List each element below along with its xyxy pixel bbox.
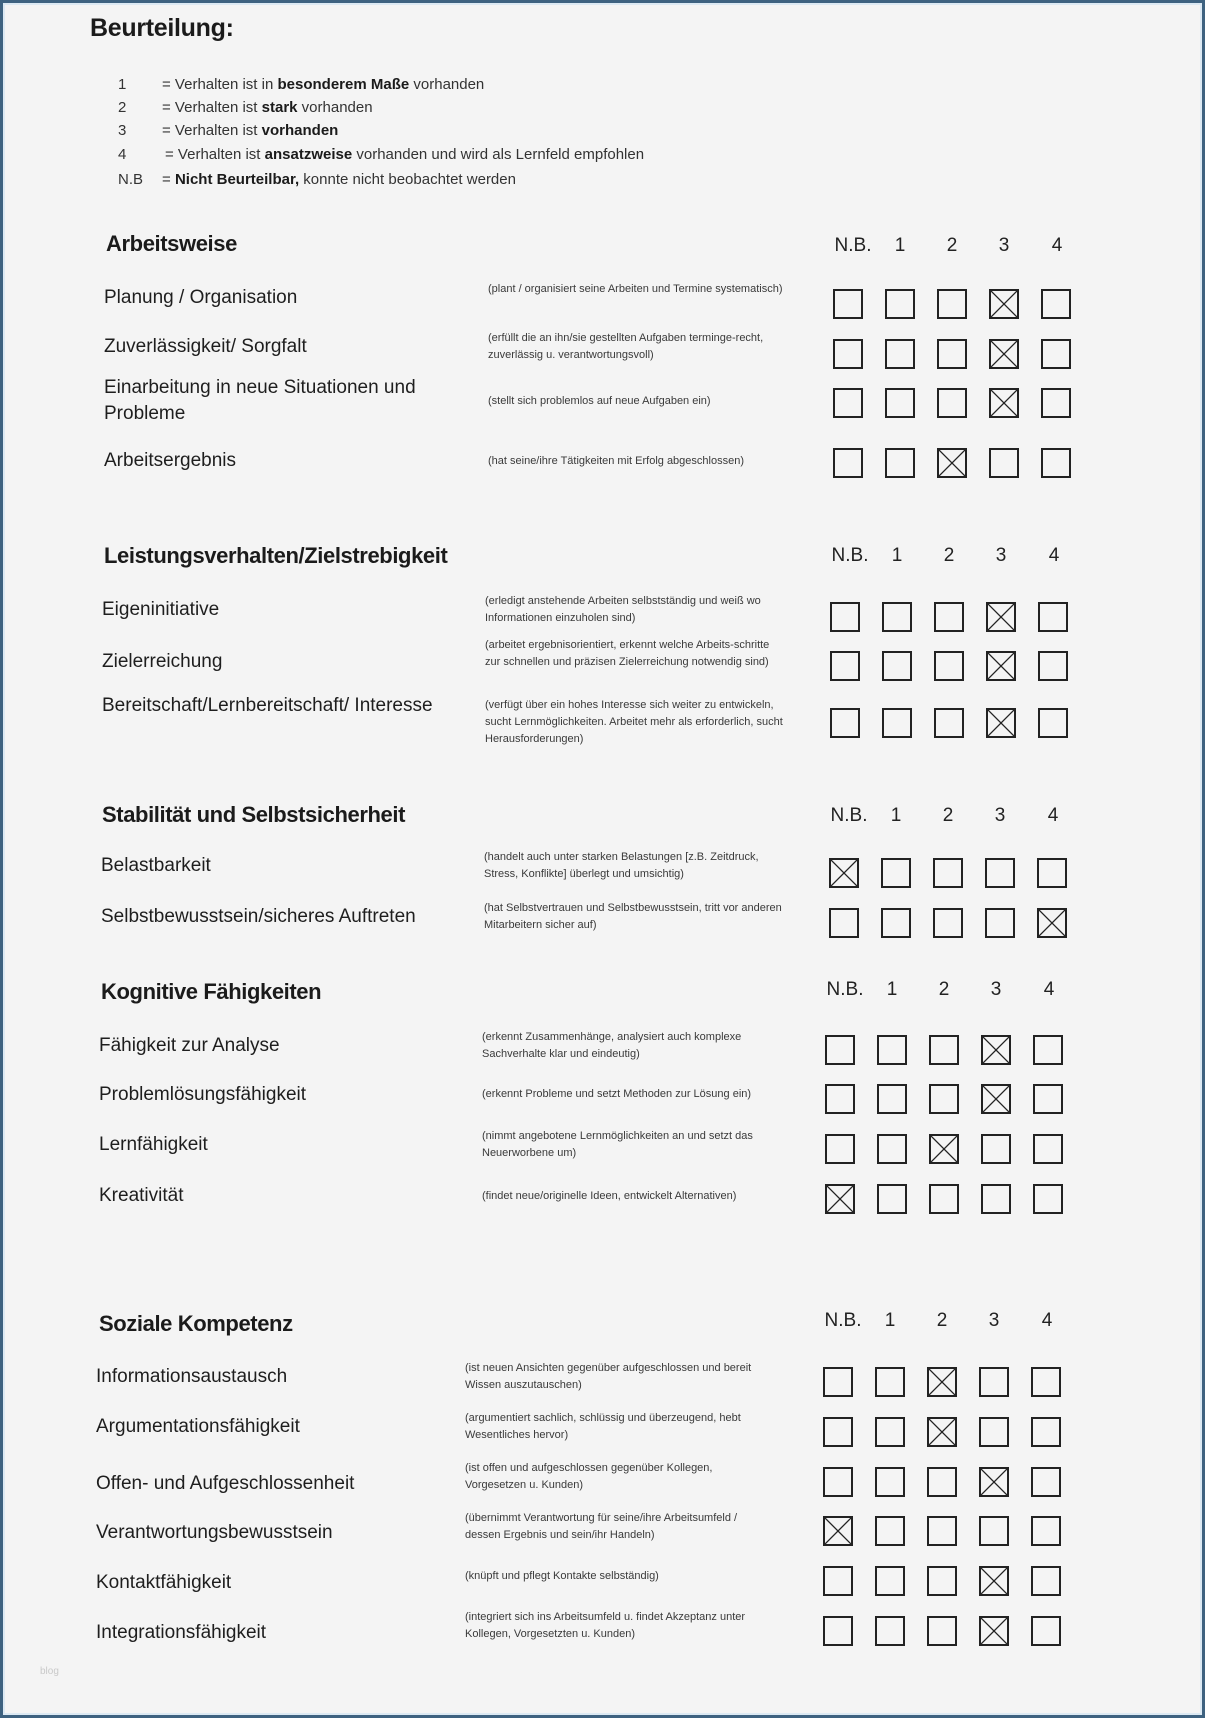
rating-checkbox-2[interactable] xyxy=(929,1035,959,1065)
rating-checkbox-4[interactable] xyxy=(1041,388,1071,418)
criterion-description: (findet neue/originelle Ideen, entwickelt Alternativen) xyxy=(482,1190,737,1202)
rating-checkbox-4[interactable] xyxy=(1031,1417,1061,1447)
rating-checkbox-3[interactable] xyxy=(979,1516,1009,1546)
criterion-label: Bereitschaft/Lernbereitschaft/ Interesse xyxy=(102,695,433,716)
rating-checkbox-3[interactable] xyxy=(979,1616,1009,1646)
column-header-1: 1 xyxy=(886,979,898,1000)
rating-checkbox-1[interactable] xyxy=(882,651,912,681)
rating-checkbox-3[interactable] xyxy=(989,289,1019,319)
cross-mark-icon xyxy=(981,1469,1007,1495)
rating-checkbox-3[interactable] xyxy=(986,651,1016,681)
column-header-2: 2 xyxy=(938,979,950,1000)
rating-checkbox-1[interactable] xyxy=(875,1616,905,1646)
column-header-n-b: N.B. xyxy=(824,1310,862,1331)
column-header-1: 1 xyxy=(890,805,902,826)
column-header-3: 3 xyxy=(994,805,1006,826)
legend-key: 4 xyxy=(118,146,127,163)
rating-checkbox-3[interactable] xyxy=(989,388,1019,418)
cross-mark-icon xyxy=(825,1518,851,1544)
rating-checkbox-n-b[interactable] xyxy=(830,708,860,738)
criterion-label: Kontaktfähigkeit xyxy=(96,1572,232,1593)
rating-checkbox-3[interactable] xyxy=(989,448,1019,478)
column-header-3: 3 xyxy=(995,545,1007,566)
rating-checkbox-3[interactable] xyxy=(986,602,1016,632)
rating-checkbox-2[interactable] xyxy=(927,1566,957,1596)
criterion-description: (stellt sich problemlos auf neue Aufgaben ein) xyxy=(488,395,711,407)
criterion-description: (erledigt anstehende Arbeiten selbstständig und weiß wo Informationen einzuholen sind) xyxy=(485,595,761,624)
criterion-label: Arbeitsergebnis xyxy=(104,450,237,471)
rating-checkbox-n-b[interactable] xyxy=(829,908,859,938)
rating-checkbox-n-b[interactable] xyxy=(833,388,863,418)
rating-checkbox-1[interactable] xyxy=(882,602,912,632)
rating-checkbox-3[interactable] xyxy=(985,908,1015,938)
criterion-description: (handelt auch unter starken Belastungen [z.B. Zeitdruck, Stress, Konflikte] überlegt und umsichtig) xyxy=(484,851,759,880)
rating-checkbox-3[interactable] xyxy=(981,1035,1011,1065)
criterion-label: Eigeninitiative xyxy=(102,599,220,620)
criterion-label: Informationsaustausch xyxy=(96,1366,288,1387)
rating-checkbox-2[interactable] xyxy=(937,339,967,369)
rating-checkbox-4[interactable] xyxy=(1031,1566,1061,1596)
rating-checkbox-1[interactable] xyxy=(877,1184,907,1214)
rating-checkbox-4[interactable] xyxy=(1038,651,1068,681)
criterion-description: (knüpft und pflegt Kontakte selbständig) xyxy=(465,1570,659,1582)
legend-key: 2 xyxy=(118,99,127,116)
rating-checkbox-3[interactable] xyxy=(981,1184,1011,1214)
legend-key: N.B xyxy=(118,171,144,188)
column-header-2: 2 xyxy=(943,545,955,566)
rating-checkbox-n-b[interactable] xyxy=(823,1566,853,1596)
column-header-4: 4 xyxy=(1041,1310,1053,1331)
criterion-description: (nimmt angebotene Lernmöglichkeiten an und setzt das Neuerworbene um) xyxy=(482,1130,753,1159)
rating-checkbox-2[interactable] xyxy=(927,1367,957,1397)
section-heading: Stabilität und Selbstsicherheit xyxy=(102,802,405,827)
rating-checkbox-1[interactable] xyxy=(885,388,915,418)
rating-checkbox-3[interactable] xyxy=(979,1566,1009,1596)
section-heading: Soziale Kompetenz xyxy=(99,1311,293,1336)
legend-key: 3 xyxy=(118,122,127,139)
column-header-2: 2 xyxy=(946,235,958,256)
column-header-n-b: N.B. xyxy=(834,235,872,256)
rating-checkbox-2[interactable] xyxy=(937,289,967,319)
rating-checkbox-3[interactable] xyxy=(989,339,1019,369)
criterion-label: Kreativität xyxy=(99,1185,184,1206)
rating-checkbox-n-b[interactable] xyxy=(829,858,859,888)
criterion-label: Planung / Organisation xyxy=(104,287,298,308)
criterion-description: (plant / organisiert seine Arbeiten und Termine systematisch) xyxy=(488,283,783,295)
cross-mark-icon xyxy=(929,1369,955,1395)
cross-mark-icon xyxy=(983,1086,1009,1112)
rating-checkbox-2[interactable] xyxy=(929,1084,959,1114)
rating-checkbox-n-b[interactable] xyxy=(823,1516,853,1546)
column-header-n-b: N.B. xyxy=(831,545,869,566)
column-header-3: 3 xyxy=(998,235,1010,256)
cross-mark-icon xyxy=(939,450,965,476)
rating-checkbox-4[interactable] xyxy=(1031,1516,1061,1546)
cross-mark-icon xyxy=(991,291,1017,317)
rating-checkbox-1[interactable] xyxy=(877,1035,907,1065)
column-header-1: 1 xyxy=(894,235,906,256)
rating-checkbox-1[interactable] xyxy=(877,1134,907,1164)
criterion-label: Einarbeitung in neue Situationen und Probleme xyxy=(104,377,416,424)
criterion-description: (hat seine/ihre Tätigkeiten mit Erfolg abgeschlossen) xyxy=(488,455,744,467)
rating-checkbox-4[interactable] xyxy=(1033,1184,1063,1214)
rating-checkbox-1[interactable] xyxy=(875,1367,905,1397)
rating-checkbox-2[interactable] xyxy=(927,1516,957,1546)
column-header-n-b: N.B. xyxy=(826,979,864,1000)
legend-key: 1 xyxy=(118,76,127,93)
section-heading: Leistungsverhalten/Zielstrebigkeit xyxy=(104,543,448,568)
rating-checkbox-3[interactable] xyxy=(986,708,1016,738)
criterion-label: Lernfähigkeit xyxy=(99,1134,208,1155)
legend-text-1: = Verhalten ist in besonderem Maße vorhanden xyxy=(162,76,485,93)
criterion-label: Zuverlässigkeit/ Sorgfalt xyxy=(104,336,307,357)
column-header-3: 3 xyxy=(988,1310,1000,1331)
rating-checkbox-3[interactable] xyxy=(979,1367,1009,1397)
section-heading: Arbeitsweise xyxy=(106,231,237,256)
criterion-description: (arbeitet ergebnisorientiert, erkennt welche Arbeits-schritte zur schnellen und präzisen Zielerreichung notwendig sind) xyxy=(485,639,770,668)
column-header-2: 2 xyxy=(942,805,954,826)
rating-checkbox-n-b[interactable] xyxy=(823,1417,853,1447)
rating-checkbox-1[interactable] xyxy=(885,289,915,319)
rating-checkbox-1[interactable] xyxy=(877,1084,907,1114)
cross-mark-icon xyxy=(1039,910,1065,936)
rating-checkbox-2[interactable] xyxy=(933,908,963,938)
column-header-1: 1 xyxy=(884,1310,896,1331)
rating-checkbox-1[interactable] xyxy=(875,1566,905,1596)
cross-mark-icon xyxy=(931,1136,957,1162)
criterion-label: Zielerreichung xyxy=(102,651,223,672)
rating-checkbox-4[interactable] xyxy=(1031,1616,1061,1646)
cross-mark-icon xyxy=(988,604,1014,630)
watermark: blog xyxy=(40,1666,59,1677)
cross-mark-icon xyxy=(827,1186,853,1212)
rating-checkbox-4[interactable] xyxy=(1031,1467,1061,1497)
rating-checkbox-n-b[interactable] xyxy=(823,1467,853,1497)
criterion-description: (ist offen und aufgeschlossen gegenüber Kollegen, Vorgesetzen u. Kunden) xyxy=(465,1462,713,1491)
criterion-description: (erkennt Probleme und setzt Methoden zur Lösung ein) xyxy=(482,1088,752,1100)
cross-mark-icon xyxy=(981,1568,1007,1594)
rating-checkbox-2[interactable] xyxy=(934,708,964,738)
criterion-label: Verantwortungsbewusstsein xyxy=(96,1522,333,1543)
rating-checkbox-1[interactable] xyxy=(881,908,911,938)
rating-checkbox-1[interactable] xyxy=(882,708,912,738)
rating-checkbox-4[interactable] xyxy=(1038,708,1068,738)
section-heading: Kognitive Fähigkeiten xyxy=(101,979,322,1004)
criterion-description: (integriert sich ins Arbeitsumfeld u. findet Akzeptanz unter Kollegen, Vorgesetzten u. Kunden) xyxy=(465,1611,746,1640)
legend-text-2: = Verhalten ist stark vorhanden xyxy=(162,99,373,116)
rating-checkbox-n-b[interactable] xyxy=(823,1367,853,1397)
rating-checkbox-4[interactable] xyxy=(1041,339,1071,369)
criterion-description: (erkennt Zusammenhänge, analysiert auch komplexe Sachverhalte klar und eindeutig) xyxy=(482,1031,742,1060)
criterion-label: Problemlösungsfähigkeit xyxy=(99,1084,307,1105)
criterion-description: (übernimmt Verantwortung für seine/ihre Arbeitsumfeld / dessen Ergebnis und sein/ihr Handeln) xyxy=(465,1512,738,1541)
rating-checkbox-4[interactable] xyxy=(1038,602,1068,632)
criterion-description: (verfügt über ein hohes Interesse sich weiter zu entwickeln, sucht Lernmöglichkeiten. Arbeitet mehr als erforderlich, sucht Herausforderungen) xyxy=(485,699,783,745)
rating-checkbox-n-b[interactable] xyxy=(833,289,863,319)
criterion-label: Fähigkeit zur Analyse xyxy=(99,1035,280,1056)
rating-checkbox-3[interactable] xyxy=(981,1134,1011,1164)
rating-checkbox-4[interactable] xyxy=(1033,1084,1063,1114)
rating-checkbox-2[interactable] xyxy=(929,1184,959,1214)
rating-checkbox-n-b[interactable] xyxy=(823,1616,853,1646)
column-header-1: 1 xyxy=(891,545,903,566)
rating-checkbox-n-b[interactable] xyxy=(825,1035,855,1065)
criterion-label: Selbstbewusstsein/sicheres Auftreten xyxy=(101,906,416,927)
rating-checkbox-2[interactable] xyxy=(927,1417,957,1447)
rating-checkbox-n-b[interactable] xyxy=(830,651,860,681)
criterion-label: Integrationsfähigkeit xyxy=(96,1622,267,1643)
criterion-description: (argumentiert sachlich, schlüssig und überzeugend, hebt Wesentliches hervor) xyxy=(465,1412,741,1441)
rating-checkbox-4[interactable] xyxy=(1037,858,1067,888)
column-header-4: 4 xyxy=(1048,545,1060,566)
rating-checkbox-1[interactable] xyxy=(875,1417,905,1447)
cross-mark-icon xyxy=(988,653,1014,679)
rating-checkbox-n-b[interactable] xyxy=(825,1084,855,1114)
rating-checkbox-2[interactable] xyxy=(933,858,963,888)
rating-checkbox-n-b[interactable] xyxy=(825,1184,855,1214)
cross-mark-icon xyxy=(831,860,857,886)
rating-checkbox-1[interactable] xyxy=(885,339,915,369)
rating-checkbox-2[interactable] xyxy=(927,1467,957,1497)
criterion-label: Offen- und Aufgeschlossenheit xyxy=(96,1473,355,1494)
cross-mark-icon xyxy=(929,1419,955,1445)
rating-checkbox-2[interactable] xyxy=(937,388,967,418)
column-header-3: 3 xyxy=(990,979,1002,1000)
cross-mark-icon xyxy=(991,341,1017,367)
rating-checkbox-2[interactable] xyxy=(934,602,964,632)
rating-checkbox-4[interactable] xyxy=(1033,1035,1063,1065)
rating-checkbox-1[interactable] xyxy=(875,1467,905,1497)
criterion-description: (hat Selbstvertrauen und Selbstbewusstsein, tritt vor anderen Mitarbeitern sicher auf) xyxy=(484,902,782,931)
rating-checkbox-4[interactable] xyxy=(1033,1134,1063,1164)
rating-checkbox-n-b[interactable] xyxy=(825,1134,855,1164)
rating-checkbox-3[interactable] xyxy=(981,1084,1011,1114)
cross-mark-icon xyxy=(991,390,1017,416)
legend-text-4: = Verhalten ist ansatzweise vorhanden und wird als Lernfeld empfohlen xyxy=(165,146,645,163)
criterion-label: Belastbarkeit xyxy=(101,855,211,876)
rating-checkbox-2[interactable] xyxy=(927,1616,957,1646)
column-header-4: 4 xyxy=(1051,235,1063,256)
rating-checkbox-4[interactable] xyxy=(1041,448,1071,478)
page-title: Beurteilung: xyxy=(90,14,234,42)
rating-checkbox-2[interactable] xyxy=(937,448,967,478)
rating-checkbox-4[interactable] xyxy=(1037,908,1067,938)
rating-checkbox-3[interactable] xyxy=(979,1467,1009,1497)
criterion-description: (erfüllt die an ihn/sie gestellten Aufgaben terminge-recht, zuverlässig u. verantwortungsvoll) xyxy=(488,332,764,361)
rating-checkbox-4[interactable] xyxy=(1031,1367,1061,1397)
column-header-2: 2 xyxy=(936,1310,948,1331)
rating-checkbox-2[interactable] xyxy=(934,651,964,681)
cross-mark-icon xyxy=(988,710,1014,736)
cross-mark-icon xyxy=(983,1037,1009,1063)
rating-checkbox-2[interactable] xyxy=(929,1134,959,1164)
rating-checkbox-n-b[interactable] xyxy=(833,448,863,478)
rating-checkbox-n-b[interactable] xyxy=(830,602,860,632)
rating-checkbox-3[interactable] xyxy=(985,858,1015,888)
rating-checkbox-3[interactable] xyxy=(979,1417,1009,1447)
column-header-n-b: N.B. xyxy=(830,805,868,826)
rating-checkbox-4[interactable] xyxy=(1041,289,1071,319)
cross-mark-icon xyxy=(981,1618,1007,1644)
rating-checkbox-1[interactable] xyxy=(881,858,911,888)
legend-text-nb: = Nicht Beurteilbar, konnte nicht beobachtet werden xyxy=(162,171,516,188)
rating-checkbox-n-b[interactable] xyxy=(833,339,863,369)
rating-checkbox-1[interactable] xyxy=(885,448,915,478)
column-header-4: 4 xyxy=(1043,979,1055,1000)
criterion-label: Argumentationsfähigkeit xyxy=(96,1416,300,1437)
legend-text-3: = Verhalten ist vorhanden xyxy=(162,122,339,139)
column-header-4: 4 xyxy=(1047,805,1059,826)
rating-checkbox-1[interactable] xyxy=(875,1516,905,1546)
criterion-description: (ist neuen Ansichten gegenüber aufgeschlossen und bereit Wissen auszutauschen) xyxy=(465,1362,752,1391)
